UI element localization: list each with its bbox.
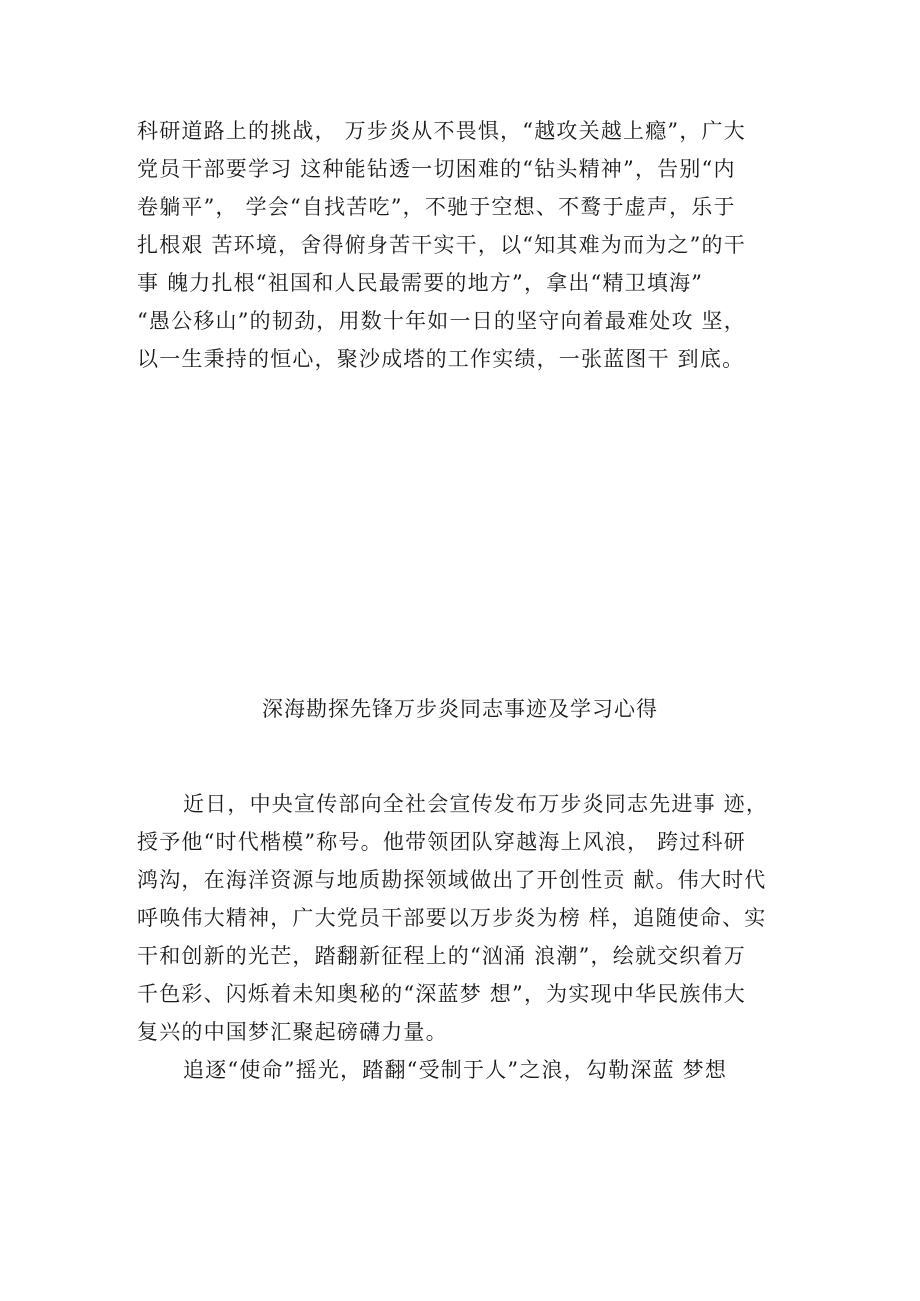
text-line: 千色彩、闪烁着未知奥秘的“深蓝梦 想”，为实现中华民族伟大 <box>137 982 746 1006</box>
text-line: 干和创新的光芒，踏翻新征程上的“汹涌 浪潮”，绘就交织着万 <box>137 944 746 968</box>
text-line: 扎根艰 苦环境，舍得俯身苦干实干，以“知其难为而为之”的干 <box>137 233 746 257</box>
text-line: 授予他“时代楷模”称号。他带领团队穿越海上风浪， 跨过科研 <box>137 830 746 854</box>
text-line: 党员干部要学习 这种能钻透一切困难的“钻头精神”，告别“内 <box>137 157 736 181</box>
article-body <box>137 785 797 1089</box>
text-line: 以一生秉持的恒心，聚沙成塔的工作实绩，一张蓝图干 到底。 <box>137 347 745 371</box>
text-line: “愚公移山”的韧劲，用数十年如一日的坚守向着最难处攻 坚， <box>137 309 746 333</box>
text-line: 鸿沟，在海洋资源与地质勘探领域做出了开创性贡 献。伟大时代 <box>137 868 767 892</box>
text-line: 科研道路上的挑战， 万步炎从不畏惧，“越攻关越上瘾”，广大 <box>137 119 746 143</box>
article-title: 深海勘探先锋万步炎同志事迹及学习心得 <box>262 697 658 721</box>
text-line: 复兴的中国梦汇聚起磅礴力量。 <box>137 1020 448 1044</box>
continuation-paragraph <box>137 112 797 378</box>
text-line: 追逐“使命”摇光，踏翻“受制于人”之浪，勾勒深蓝 梦想 <box>183 1058 728 1082</box>
text-line: 呼唤伟大精神，广大党员干部要以万步炎为榜 样，追随使命、实 <box>137 906 767 930</box>
text-line: 事 魄力扎根“祖国和人民最需要的地方”，拿出“精卫填海” <box>137 271 704 295</box>
text-line: 卷躺平”， 学会“自找苦吃”，不驰于空想、不鹜于虚声，乐于 <box>137 195 736 219</box>
text-line: 近日，中央宣传部向全社会宣传发布万步炎同志先进事 迹， <box>183 792 769 816</box>
